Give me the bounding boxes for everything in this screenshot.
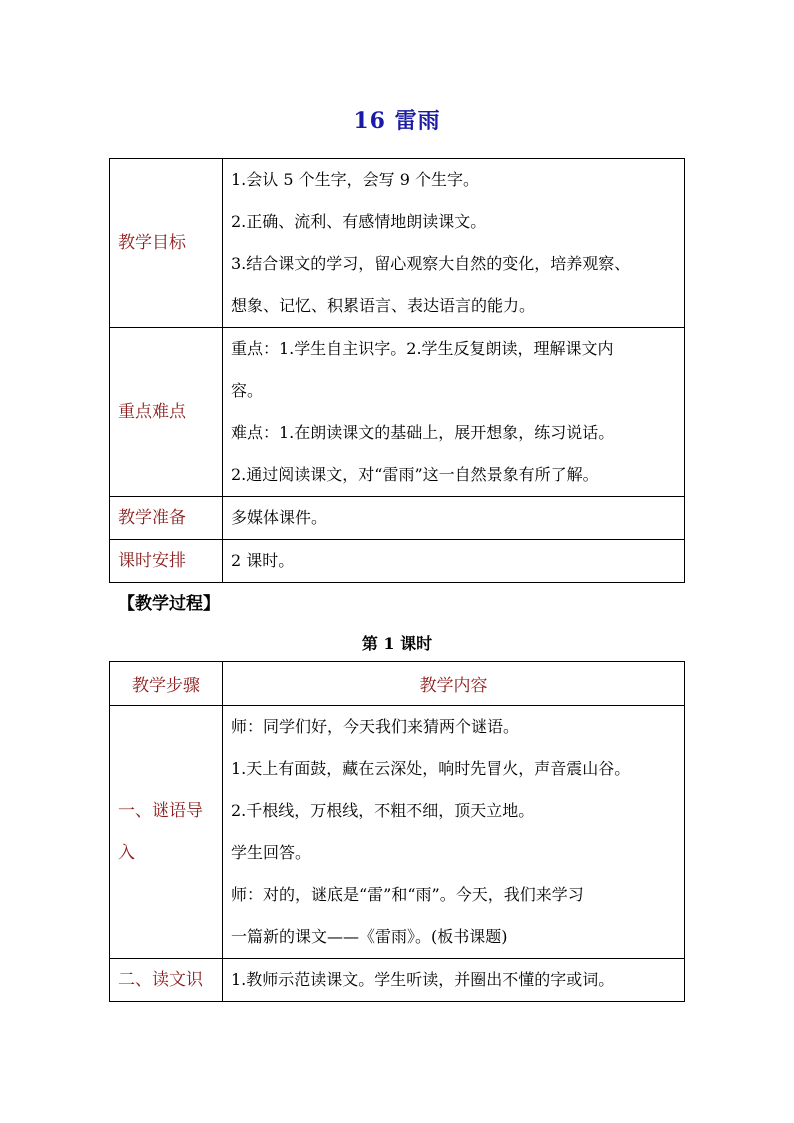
table-row	[110, 706, 685, 959]
lesson-heading: 第 1 课时	[361, 634, 433, 653]
content-line: 2.千根线，万根线，不粗不细，顶天立地。	[231, 801, 535, 820]
section-heading: 【教学过程】	[118, 594, 220, 614]
row-label-objectives: 教学目标	[110, 159, 223, 328]
column-header-content: 教学内容	[223, 662, 685, 706]
step-content-reading	[223, 959, 685, 1002]
row-label-key-points: 重点难点	[110, 328, 223, 497]
step-label-riddle-intro: 一、谜语导入	[110, 706, 223, 959]
content-line: 2 课时。	[231, 551, 295, 570]
key-points-content	[223, 328, 685, 497]
content-line: 学生回答。	[231, 843, 312, 862]
table-row	[110, 959, 685, 1002]
objectives-content	[223, 159, 685, 328]
content-line: 多媒体课件。	[231, 508, 328, 527]
teaching-process-table	[109, 661, 685, 1002]
content-line: 想象、记忆、积累语言、表达语言的能力。	[231, 296, 536, 315]
preparation-content	[223, 497, 685, 540]
content-line: 1.天上有面鼓，藏在云深处，响时先冒火，声音震山谷。	[231, 759, 631, 778]
table-row	[110, 497, 685, 540]
table-row	[110, 328, 685, 497]
table-header-row	[110, 662, 685, 706]
content-line: 2.正确、流利、有感情地朗读课文。	[231, 212, 487, 231]
content-line: 容。	[231, 381, 264, 400]
lesson-info-table	[109, 158, 685, 583]
content-line: 重点：1.学生自主识字。2.学生反复朗读，理解课文内	[231, 339, 614, 358]
content-line: 1.教师示范读课文。学生听读，并圈出不懂的字或词。	[231, 970, 615, 989]
step-content-riddle-intro	[223, 706, 685, 959]
content-line: 师：同学们好，今天我们来猜两个谜语。	[231, 717, 520, 736]
content-line: 师：对的，谜底是“雷”和“雨”。今天，我们来学习	[231, 885, 584, 904]
content-line: 一篇新的课文——《雷雨》。(板书课题)	[231, 927, 508, 946]
table-row	[110, 159, 685, 328]
table-row	[110, 540, 685, 583]
step-label-reading: 二、读文识	[110, 959, 223, 1002]
document-title: 16 雷雨	[353, 108, 441, 134]
content-line: 1.会认 5 个生字，会写 9 个生字。	[231, 170, 479, 189]
content-line: 难点：1.在朗读课文的基础上，展开想象，练习说话。	[231, 423, 615, 442]
column-header-steps: 教学步骤	[110, 662, 223, 706]
row-label-schedule: 课时安排	[110, 540, 223, 583]
row-label-preparation: 教学准备	[110, 497, 223, 540]
content-line: 2.通过阅读课文，对“雷雨”这一自然景象有所了解。	[231, 465, 599, 484]
schedule-content	[223, 540, 685, 583]
content-line: 3.结合课文的学习，留心观察大自然的变化，培养观察、	[231, 254, 631, 273]
